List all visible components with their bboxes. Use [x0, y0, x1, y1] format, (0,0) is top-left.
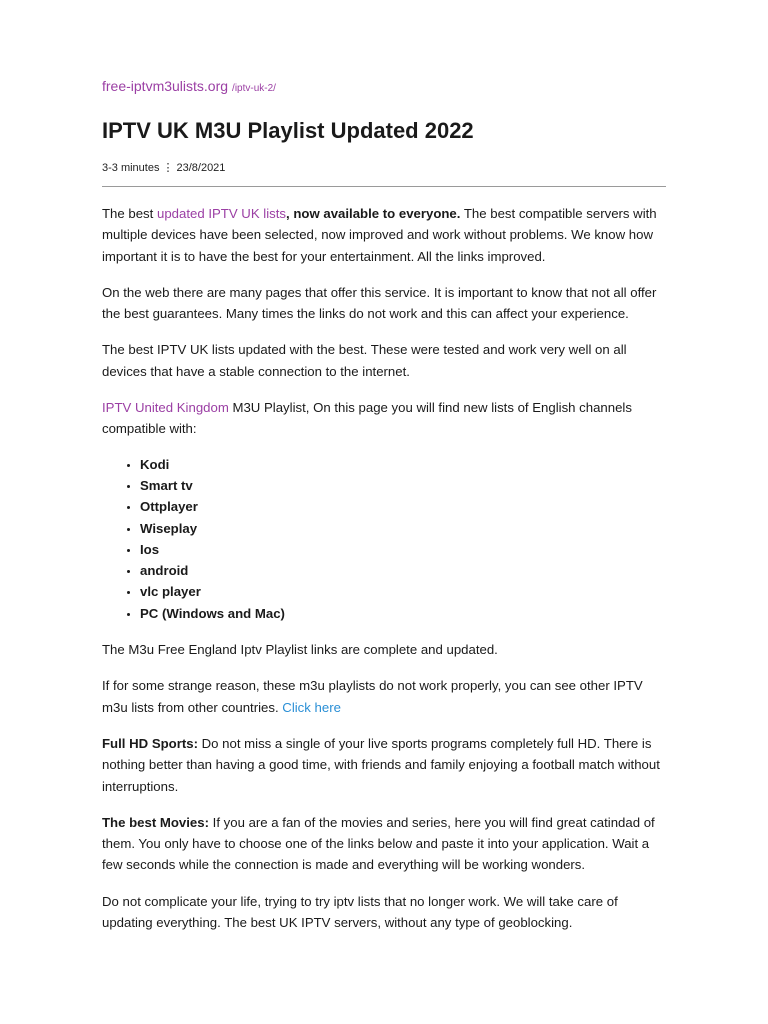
meta-separator: ⋮ [162, 162, 174, 174]
page-title: IPTV UK M3U Playlist Updated 2022 [102, 118, 474, 143]
paragraph-sports [102, 733, 668, 797]
list-item: • vlc player [140, 581, 668, 602]
intro-bold-text: , now available to everyone. [286, 206, 461, 221]
other-countries-text: If for some strange reason, these m3u playlists do not work properly, you can see other IPTV m3u lists from other countries. [102, 678, 643, 715]
device-list [102, 454, 668, 624]
sports-text: Do not miss a single of your live sports programs completely full HD. There is nothing better than having a good time, with friends and family enjoying a football match without interruptions. [102, 735, 660, 794]
list-item: • android [140, 560, 668, 581]
list-item: • PC (Windows and Mac) [140, 603, 668, 624]
publish-date: 23/8/2021 [176, 162, 226, 174]
intro-text-end: The best compatible servers with multiple devices have been selected, now improved and work without problems. We know how important it is to have the best for your entertainment. All the links improved. [102, 206, 657, 264]
read-time: 3-3 minutes [102, 162, 160, 174]
paragraph-compatible [102, 397, 668, 440]
movies-text: If you are a fan of the movies and series, here you will find great catindad of them. You only have to choose one of the links below and paste it into your application. Wait a few seconds while the connection is made and everything will be working wonders. [102, 814, 655, 873]
paragraph-updating: Do not complicate your life, trying to try iptv lists that no longer work. We will take care of updating everything. The best UK IPTV servers, without any type of geoblocking. [102, 893, 618, 931]
movies-heading: The best Movies: [102, 814, 209, 830]
list-item: • Ottplayer [140, 496, 668, 517]
list-item: • Wiseplay [140, 518, 668, 539]
paragraph-other-countries [102, 675, 668, 718]
intro-text-start: The best [102, 206, 157, 221]
site-link[interactable]: free-iptvm3ulists.org [102, 78, 229, 94]
paragraph-web-pages: On the web there are many pages that offer this service. It is important to know that not all offer the best guarantees. Many times the links do not work and this can affect your experience. [102, 284, 657, 322]
paragraph-links-complete: The M3u Free England Iptv Playlist links are complete and updated. [102, 642, 498, 658]
updated-lists-link[interactable]: updated IPTV UK lists [156, 206, 286, 221]
paragraph-movies [102, 812, 668, 876]
compatible-text: M3U Playlist, On this page you will find new lists of English channels compatible with: [102, 400, 632, 437]
divider [102, 186, 666, 187]
article-content [102, 76, 668, 933]
article-meta [102, 160, 668, 176]
breadcrumb [102, 76, 668, 96]
paragraph-intro [102, 203, 668, 267]
breadcrumb-path: /iptv-uk-2/ [232, 83, 276, 94]
sports-heading: Full HD Sports: [102, 735, 198, 751]
list-item: • Smart tv [140, 475, 668, 496]
list-item: • Ios [140, 539, 668, 560]
iptv-united-kingdom-link[interactable]: IPTV United Kingdom [102, 400, 229, 416]
click-here-link[interactable]: Click here [282, 699, 341, 715]
paragraph-best-lists: The best IPTV UK lists updated with the best. These were tested and work very well on all devices that have a stable connection to the internet. [102, 342, 627, 379]
list-item: • Kodi [140, 454, 668, 475]
